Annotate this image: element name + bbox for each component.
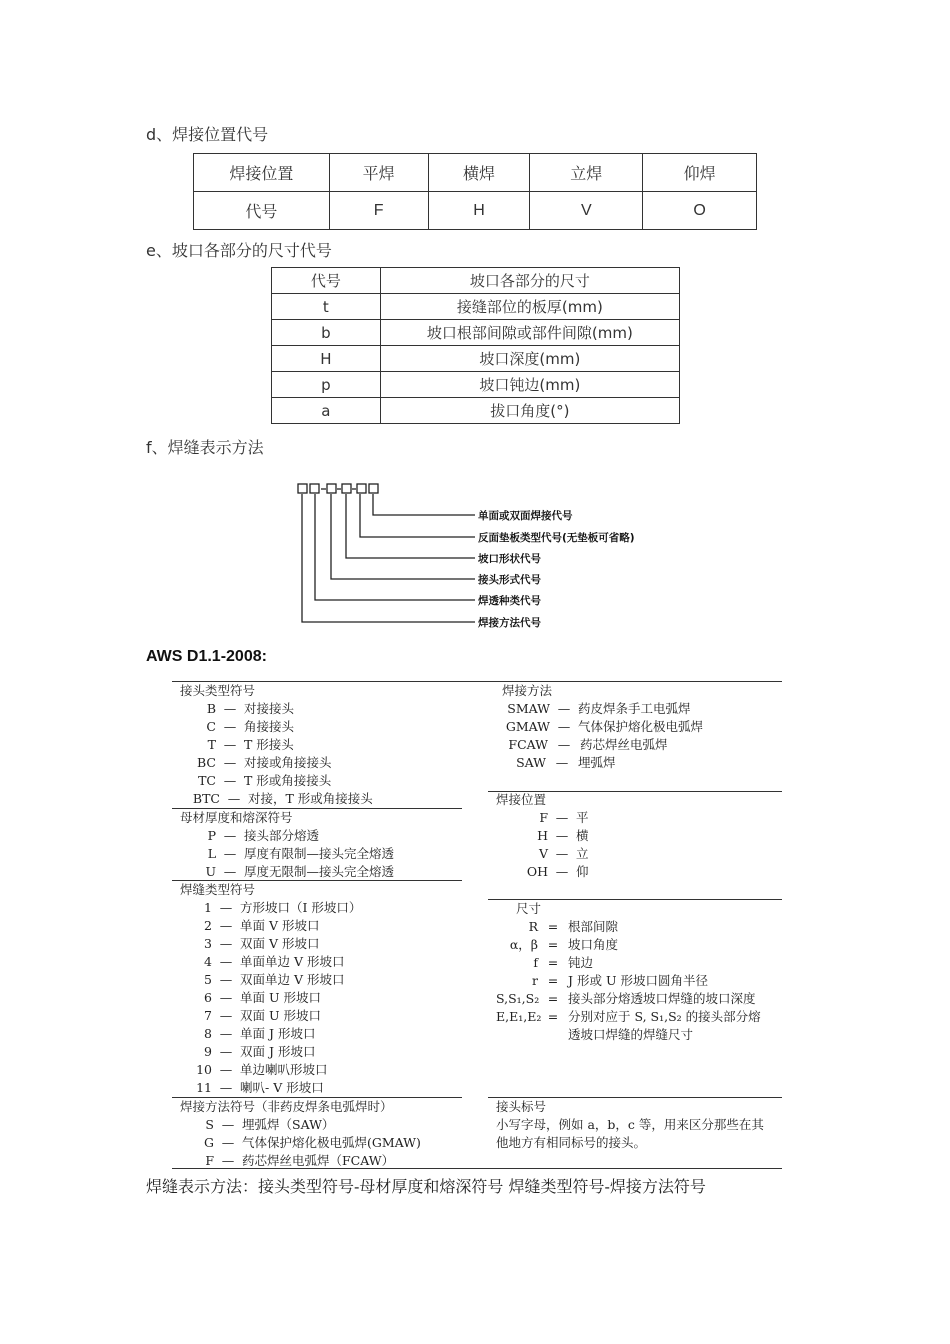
header-cell: 仰焊 (643, 154, 757, 192)
table-row (272, 320, 680, 346)
weld-type-panel (180, 881, 361, 1097)
item-meaning: 单边喇叭形坡口 (240, 1062, 328, 1077)
table-cell: H (272, 346, 381, 372)
list-item: 10 — 单边喇叭形坡口 (180, 1061, 361, 1079)
list-item: F — 药芯焊丝电弧焊（FCAW） (180, 1152, 421, 1170)
list-item: 11 — 喇叭- V 形坡口 (180, 1079, 361, 1097)
item-code: L (207, 846, 216, 861)
list-item: SMAW — 药皮焊条手工电弧焊 (502, 700, 703, 718)
item-code: 1 (204, 900, 212, 915)
list-item: GMAW — 气体保护熔化极电弧焊 (502, 718, 703, 736)
joint-mark-panel (496, 1098, 764, 1152)
list-item: 6 — 单面 U 形坡口 (180, 989, 361, 1007)
item-meaning: T 形接头 (244, 737, 294, 752)
list-item: E,E₁,E₂ = 分别对应于 S, S₁,S₂ 的接头部分熔 (496, 1009, 761, 1024)
table-header-row (194, 154, 757, 192)
item-code: 9 (204, 1044, 212, 1059)
item-meaning: 分别对应于 S, S₁,S₂ 的接头部分熔 (568, 1009, 761, 1024)
list-item: 9 — 双面 J 形坡口 (180, 1043, 361, 1061)
item-code: F (539, 810, 548, 825)
list-item: 7 — 双面 U 形坡口 (180, 1007, 361, 1025)
item-meaning: 横 (576, 828, 589, 843)
designation-method-text: 焊缝表示方法：接头类型符号-母材厚度和熔深符号 焊缝类型符号-焊接方法符号 (146, 1177, 706, 1196)
list-item: f = 钝边 (496, 954, 761, 972)
table-cell: p (272, 372, 381, 398)
list-item: S,S₁,S₂ = 接头部分熔透坡口焊缝的坡口深度 (496, 991, 756, 1006)
header-cell: 焊接位置 (194, 154, 330, 192)
list-item: C — 角接接头 (180, 718, 373, 736)
diagram-label: 焊接方法代号 (478, 617, 541, 629)
item-code: 11 (196, 1080, 212, 1095)
list-item: V — 立 (496, 845, 589, 863)
item-code: S,S₁,S₂ (496, 991, 540, 1006)
list-item: T — T 形接头 (180, 736, 373, 754)
item-code: SMAW (507, 701, 550, 716)
item-meaning: 角接接头 (244, 719, 295, 734)
header-cell: 横焊 (428, 154, 530, 192)
item-code: C (206, 719, 216, 734)
item-code: G (204, 1135, 214, 1150)
item-meaning: 双面单边 V 形坡口 (240, 972, 345, 987)
section-e-title: e、坡口各部分的尺寸代号 (146, 241, 332, 260)
item-code: 5 (204, 972, 212, 987)
table-cell: 代号 (194, 192, 330, 230)
list-item: 5 — 双面单边 V 形坡口 (180, 971, 361, 989)
item-code: F (205, 1153, 214, 1168)
item-meaning: 单面单边 V 形坡口 (240, 954, 345, 969)
list-item (496, 1026, 761, 1044)
list-item: R = 根部间隙 (496, 918, 761, 936)
item-code: GMAW (505, 719, 550, 734)
table-cell: H (428, 192, 530, 230)
table-cell: b (272, 320, 381, 346)
code-box (342, 484, 351, 493)
designation-diagram-svg (290, 478, 690, 638)
diagram-label: 单面或双面焊接代号 (478, 510, 573, 522)
list-item: P — 接头部分熔透 (180, 827, 394, 845)
aws-title: AWS D1.1-2008: (146, 648, 267, 665)
item-meaning: 单面 J 形坡口 (240, 1026, 316, 1041)
header-cell: 代号 (272, 268, 381, 294)
dimension-panel (496, 900, 761, 1044)
table-cell: 坡口深度(mm) (380, 346, 679, 372)
item-meaning: 坡口角度 (568, 937, 619, 952)
item-code: E,E₁,E₂ (496, 1009, 542, 1024)
table-cell: F (329, 192, 428, 230)
item-code: 6 (204, 990, 212, 1005)
item-code: TC (198, 773, 216, 788)
item-code: S (205, 1117, 214, 1132)
list-item: OH — 仰 (496, 863, 589, 881)
joint-mark-text: 小写字母，例如 a，b，c 等，用来区分那些在其 (496, 1117, 764, 1132)
list-item: L — 厚度有限制—接头完全熔透 (180, 845, 394, 863)
code-box (369, 484, 378, 493)
table-cell: a (272, 398, 381, 424)
table-cell: 坡口钝边(mm) (380, 372, 679, 398)
code-box (357, 484, 366, 493)
list-item: 3 — 双面 V 形坡口 (180, 935, 361, 953)
item-meaning: 气体保护熔化极电弧焊 (578, 719, 704, 734)
item-meaning: 立 (576, 846, 589, 861)
table-cell: V (530, 192, 643, 230)
list-item: TC — T 形或角接接头 (180, 772, 373, 790)
panel-heading: 接头标号 (496, 1099, 547, 1114)
item-meaning: 双面 J 形坡口 (240, 1044, 316, 1059)
item-meaning: 药芯焊丝电弧焊 (580, 737, 668, 752)
item-code: f (533, 955, 538, 970)
item-meaning: 气体保护熔化极电弧焊(GMAW) (242, 1135, 421, 1150)
item-meaning: 厚度无限制—接头完全熔透 (244, 864, 395, 879)
table-cell: 坡口根部间隙或部件间隙(mm) (380, 320, 679, 346)
item-code: 2 (204, 918, 212, 933)
panel-heading: 母材厚度和熔深符号 (180, 810, 293, 825)
item-code: BTC (192, 791, 220, 806)
item-code: B (206, 701, 216, 716)
item-code: V (538, 846, 548, 861)
panel-heading: 焊接方法符号（非药皮焊条电弧焊时） (180, 1099, 393, 1114)
item-code: 10 (196, 1062, 212, 1077)
code-box (298, 484, 307, 493)
table-row (194, 192, 757, 230)
item-meaning: 对接或角接接头 (244, 755, 332, 770)
item-meaning: 埋弧焊（SAW） (242, 1117, 335, 1132)
item-meaning: 平 (576, 810, 589, 825)
item-meaning: 药芯焊丝电弧焊（FCAW） (242, 1153, 395, 1168)
table-cell: 拔口角度(°) (380, 398, 679, 424)
table-row (272, 346, 680, 372)
code-box (310, 484, 319, 493)
table-cell: 接缝部位的板厚(mm) (380, 294, 679, 320)
list-item: 4 — 单面单边 V 形坡口 (180, 953, 361, 971)
item-code: FCAW (508, 737, 548, 752)
item-code: R (528, 919, 538, 934)
header-cell: 立焊 (530, 154, 643, 192)
welding-process-panel (502, 682, 703, 772)
table-row (272, 372, 680, 398)
thickness-panel (180, 809, 394, 881)
item-code: SAW (516, 755, 546, 770)
item-code: r (532, 973, 538, 988)
item-meaning: 仰 (576, 864, 589, 879)
joint-mark-text: 他地方有相同标号的接头。 (496, 1135, 647, 1150)
table-cell: O (643, 192, 757, 230)
groove-dimension-table (271, 267, 680, 424)
list-item: G — 气体保护熔化极电弧焊(GMAW) (180, 1134, 421, 1152)
item-meaning: 透坡口焊缝的焊缝尺寸 (568, 1027, 694, 1042)
item-meaning: 方形坡口（I 形坡口） (240, 900, 362, 915)
diagram-label: 坡口形状代号 (478, 553, 541, 565)
list-item: FCAW — 药芯焊丝电弧焊 (502, 736, 703, 754)
panel-heading: 焊缝类型符号 (180, 882, 256, 897)
item-meaning: J 形或 U 形坡口圆角半径 (568, 973, 708, 988)
list-item: 2 — 单面 V 形坡口 (180, 917, 361, 935)
item-meaning: 钝边 (568, 955, 594, 970)
code-box (327, 484, 336, 493)
item-meaning: 双面 U 形坡口 (240, 1008, 321, 1023)
item-meaning: 药皮焊条手工电弧焊 (578, 701, 691, 716)
item-meaning: 单面 V 形坡口 (240, 918, 320, 933)
table-header-row (272, 268, 680, 294)
item-meaning: 对接接头 (244, 701, 295, 716)
list-item: U — 厚度无限制—接头完全熔透 (180, 863, 394, 881)
table-row (272, 294, 680, 320)
item-meaning: 接头部分熔透坡口焊缝的坡口深度 (568, 991, 756, 1006)
diagram-label: 反面垫板类型代号(无垫板可省略) (478, 532, 635, 544)
item-meaning: 厚度有限制—接头完全熔透 (244, 846, 395, 861)
panel-heading: 接头类型符号 (180, 683, 256, 698)
item-meaning: 单面 U 形坡口 (240, 990, 321, 1005)
item-code: 7 (204, 1008, 212, 1023)
table-row (272, 398, 680, 424)
panel-heading: 焊接方法 (502, 683, 553, 698)
list-item: F — 平 (496, 809, 589, 827)
item-code: 8 (204, 1026, 212, 1041)
item-meaning: 根部间隙 (568, 919, 619, 934)
header-cell: 平焊 (329, 154, 428, 192)
item-code: 4 (204, 954, 212, 969)
weld-designation-diagram (290, 478, 690, 638)
panel-heading: 尺寸 (516, 901, 542, 916)
item-meaning: 接头部分熔透 (244, 828, 320, 843)
diagram-label: 接头形式代号 (478, 574, 541, 586)
welding-position-panel (496, 791, 589, 881)
table-cell: t (272, 294, 381, 320)
item-code: α，β (509, 937, 538, 952)
item-code: BC (197, 755, 216, 770)
header-cell: 坡口各部分的尺寸 (380, 268, 679, 294)
item-meaning: T 形或角接接头 (244, 773, 332, 788)
item-code: T (207, 737, 216, 752)
item-code: U (205, 864, 216, 879)
panel-heading: 焊接位置 (496, 792, 547, 807)
list-item: α，β = 坡口角度 (496, 936, 761, 954)
item-meaning: 对接，T 形或角接接头 (248, 791, 373, 806)
item-code: OH (526, 864, 548, 879)
list-item: 8 — 单面 J 形坡口 (180, 1025, 361, 1043)
list-item: BTC — 对接，T 形或角接接头 (180, 790, 373, 808)
process-symbol-panel (180, 1098, 421, 1170)
section-d-title: d、焊接位置代号 (146, 125, 269, 144)
list-item: r = J 形或 U 形坡口圆角半径 (496, 972, 761, 990)
item-meaning: 埋弧焊 (578, 755, 616, 770)
list-item: B — 对接接头 (180, 700, 373, 718)
section-f-title: f、焊缝表示方法 (146, 438, 264, 457)
list-item: BC — 对接或角接接头 (180, 754, 373, 772)
list-item: SAW — 埋弧焊 (502, 754, 703, 772)
item-code: P (207, 828, 216, 843)
item-code: 3 (204, 936, 212, 951)
welding-position-table (193, 153, 757, 230)
diagram-label: 焊透种类代号 (478, 595, 541, 607)
list-item: H — 横 (496, 827, 589, 845)
list-item: S — 埋弧焊（SAW） (180, 1116, 421, 1134)
joint-type-panel (180, 682, 373, 808)
item-meaning: 喇叭- V 形坡口 (240, 1080, 324, 1095)
list-item: 1 — 方形坡口（I 形坡口） (180, 899, 361, 917)
item-meaning: 双面 V 形坡口 (240, 936, 320, 951)
item-code: H (537, 828, 548, 843)
